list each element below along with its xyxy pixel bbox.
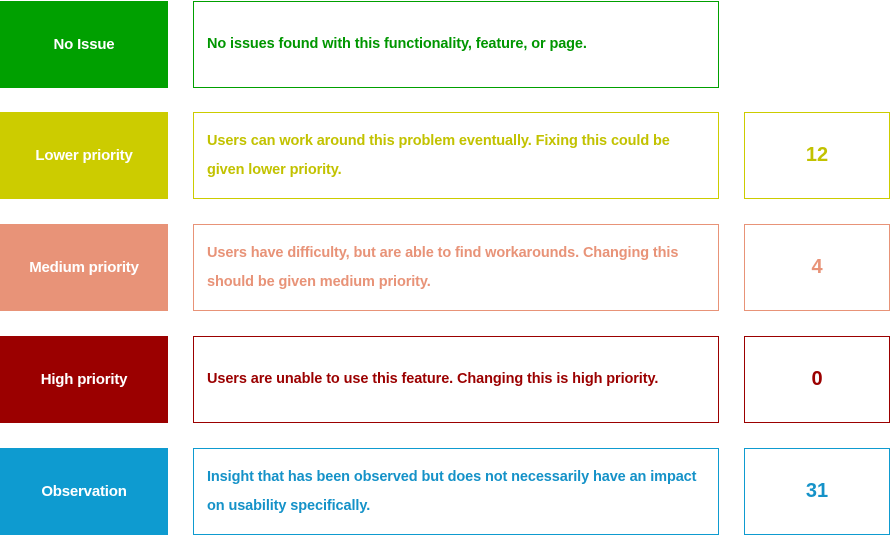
priority-count-medium: 4 (744, 224, 890, 311)
priority-count-lower: 12 (744, 112, 890, 199)
legend-row-high-priority (0, 336, 894, 423)
priority-count-high: 0 (744, 336, 890, 423)
priority-label-observation: Observation (0, 448, 168, 535)
priority-label-medium: Medium priority (0, 224, 168, 311)
legend-row-no-issue (0, 1, 894, 88)
priority-description-observation: Insight that has been observed but does not necessarily have an impact on usability specifically. (193, 448, 719, 535)
priority-label-high: High priority (0, 336, 168, 423)
priority-label-no-issue: No Issue (0, 1, 168, 88)
priority-description-no-issue: No issues found with this functionality, feature, or page. (193, 1, 719, 88)
legend-row-medium-priority (0, 224, 894, 311)
priority-description-high: Users are unable to use this feature. Changing this is high priority. (193, 336, 719, 423)
legend-row-lower-priority (0, 112, 894, 199)
priority-description-lower: Users can work around this problem eventually. Fixing this could be given lower priority. (193, 112, 719, 199)
priority-count-observation: 31 (744, 448, 890, 535)
priority-label-lower: Lower priority (0, 112, 168, 199)
legend-row-observation (0, 448, 894, 535)
priority-description-medium: Users have difficulty, but are able to find workarounds. Changing this should be given medium priority. (193, 224, 719, 311)
